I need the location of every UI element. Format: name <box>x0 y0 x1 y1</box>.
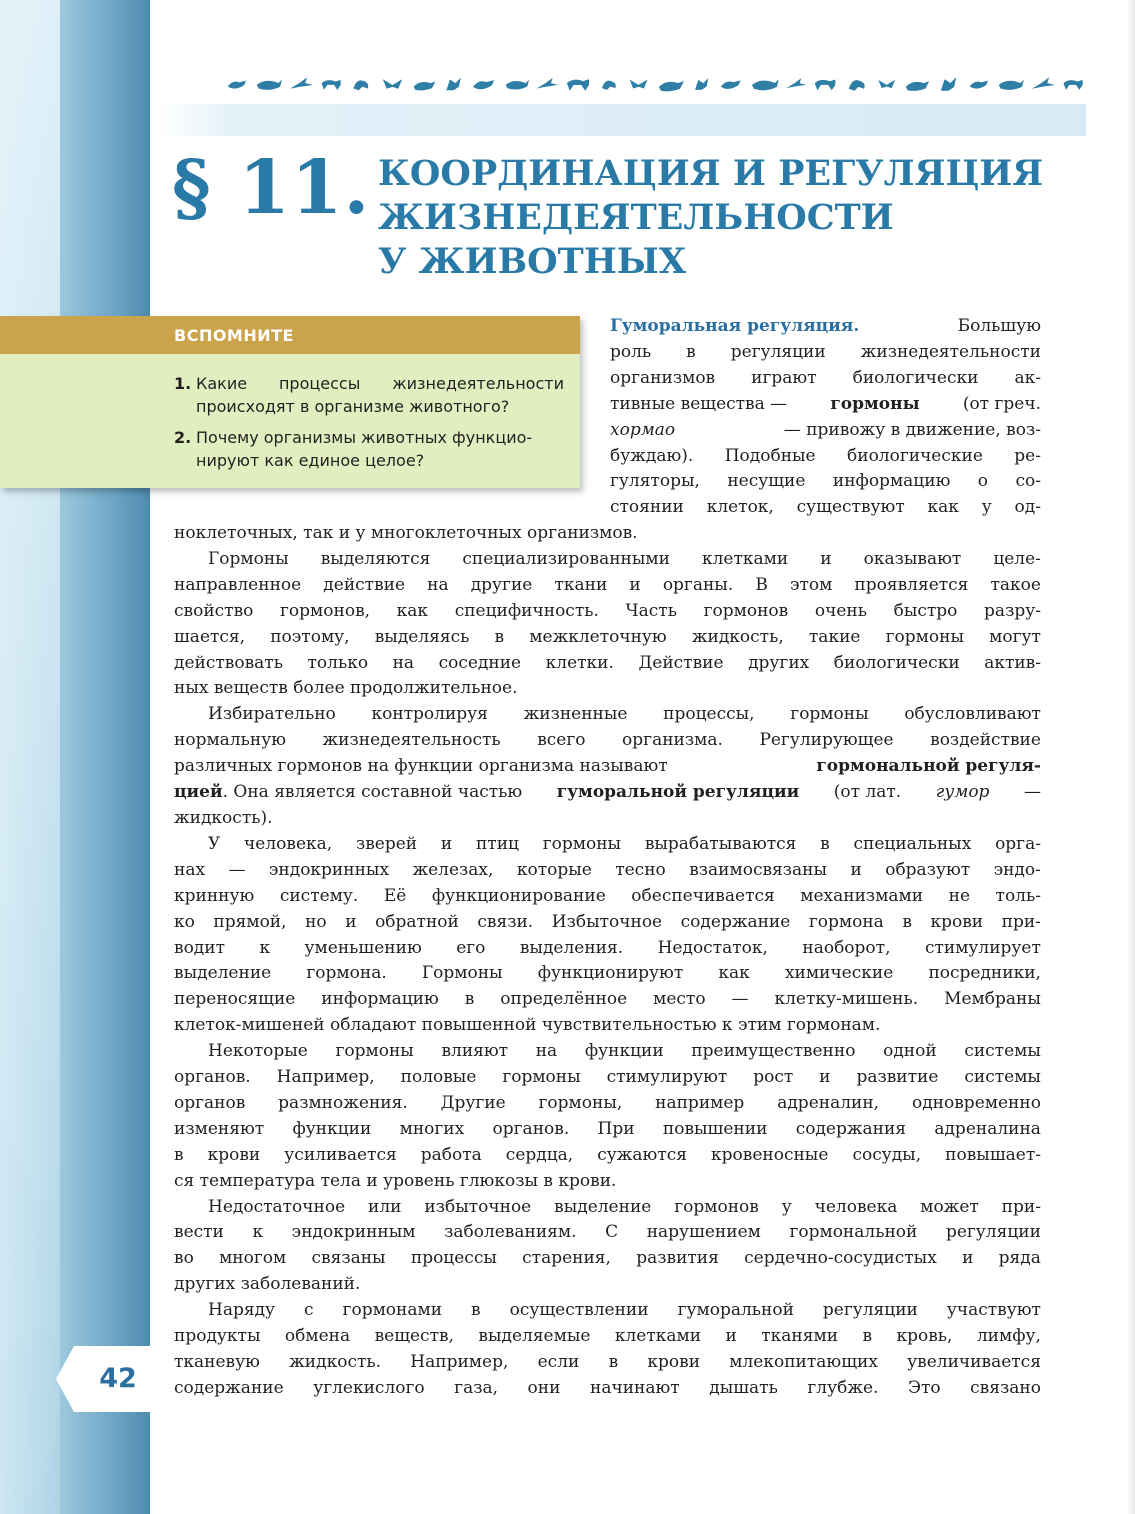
animal-silhouette-icon <box>750 73 779 95</box>
recall-question-line <box>196 372 564 395</box>
side-band-highlight <box>0 0 60 1514</box>
animal-silhouette-icon <box>719 73 746 95</box>
subheading: Гуморальная регуляция. <box>610 316 860 336</box>
text-line: переносящие информацию в определённое место — клетку-мишень. Мембраны <box>174 989 1041 1010</box>
text-fragment: — привожу в движение, воз- <box>783 419 1041 440</box>
section-title-line: ЖИЗНЕДЕЯТЕЛЬНОСТИ <box>378 197 894 238</box>
term-bold: цией <box>174 782 223 803</box>
term-italic: гумор <box>935 782 990 803</box>
text-line: изменяют функции многих органов. При повышении содержания адреналина <box>174 1118 1041 1139</box>
text-line: в крови усиливается работа сердца, сужаются кровеносные сосуды, повышает- <box>174 1144 1041 1165</box>
animal-silhouette-icon <box>812 73 839 95</box>
recall-box <box>0 316 580 488</box>
section-title-line: КООРДИНАЦИЯ И РЕГУЛЯЦИЯ <box>378 153 1044 194</box>
text-line <box>174 754 1041 780</box>
text-line: жидкость). <box>174 807 273 828</box>
term-bold: гормоны <box>830 393 920 414</box>
text-line: роль в регуляции жизнедеятельности <box>610 341 1041 362</box>
text-line: органов. Например, половые гормоны стимулируют рост и развитие системы <box>174 1067 1041 1088</box>
animal-silhouette-icon <box>657 73 686 95</box>
section-number: § 11. <box>172 145 371 231</box>
paragraph <box>174 702 1041 832</box>
recall-word: Какие <box>196 374 248 393</box>
text-line: продукты обмена веществ, выделяемые клетками и тканями в кровь, лимфу, <box>174 1326 1041 1347</box>
text-line: клеток-мишеней обладают повышенной чувствительностью к этим гормонам. <box>174 1015 881 1036</box>
paragraph <box>174 547 1041 702</box>
text-line: нах — эндокринных железах, которые тесно взаимосвязаны и образуют эндо- <box>174 859 1041 880</box>
text-fragment: тивные вещества — <box>610 393 788 414</box>
text-line: Гормоны выделяются специализированными клетками и оказывают целе- <box>208 548 1041 569</box>
text-fragment: Большую <box>957 316 1041 336</box>
text-line: во многом связаны процессы старения, развития сердечно-сосудистых и ряда <box>174 1248 1041 1269</box>
page-edge <box>1127 0 1135 1514</box>
animal-silhouette-icon <box>997 73 1024 95</box>
text-line: ко прямой, но и обратной связи. Избыточное содержание гормона в крови при- <box>174 911 1041 932</box>
text-line: направленное действие на другие ткани и органы. В этом проявляется такое <box>174 574 1041 595</box>
text-line: Наряду с гормонами в осуществлении гуморальной регуляции участвуют <box>208 1300 1041 1321</box>
recall-question-number: 1. <box>174 374 192 393</box>
animal-silhouette-icon <box>226 73 251 95</box>
animal-silhouette-strip <box>226 70 1086 98</box>
text-line <box>174 780 1041 806</box>
animal-silhouette-icon <box>255 73 282 95</box>
animal-silhouette-icon <box>319 73 344 95</box>
animal-silhouette-icon <box>783 73 808 95</box>
recall-question <box>0 426 580 472</box>
text-line: водит к уменьшению его выделения. Недостаток, наоборот, стимулирует <box>174 937 1041 958</box>
recall-question-line: нируют как единое целое? <box>196 451 425 470</box>
recall-question-line: происходят в организме животного? <box>196 397 510 416</box>
recall-question-line: Почему организмы животных функцио- <box>196 428 533 447</box>
text-line: кринную систему. Её функционирование обеспечивается механизмами не толь- <box>174 885 1041 906</box>
term-bold: гормональной регуля- <box>816 756 1041 777</box>
text-line: органов размножения. Другие гормоны, например адреналин, одновременно <box>174 1092 1041 1113</box>
text-line: ся температура тела и уровень глюкозы в крови. <box>174 1170 617 1191</box>
recall-question-number: 2. <box>174 428 192 447</box>
text-line: ноклеточных, так и у многоклеточных организмов. <box>174 523 638 543</box>
text-line: буждаю). Подобные биологические ре- <box>610 445 1041 466</box>
animal-silhouette-icon <box>504 73 529 95</box>
section-title-line: У ЖИВОТНЫХ <box>378 241 686 282</box>
text-line: других заболеваний. <box>174 1274 361 1295</box>
animal-silhouette-icon <box>1028 73 1057 95</box>
text-line: действовать только на соседние клетки. Действие других биологически актив- <box>174 652 1041 673</box>
animal-silhouette-icon <box>441 73 468 95</box>
animal-silhouette-icon <box>935 73 964 95</box>
paragraph <box>174 1195 1041 1299</box>
text-line <box>610 418 1041 444</box>
text-line: свойство гормонов, как специфичность. Часть гормонов очень быстро разру- <box>174 600 1041 621</box>
paragraph <box>174 832 1041 1039</box>
animal-silhouette-icon <box>904 73 931 95</box>
animal-silhouette-icon <box>348 73 375 95</box>
text-line: организмов играют биологически ак- <box>610 367 1041 388</box>
text-fragment: — <box>1024 782 1041 803</box>
animal-silhouette-icon <box>597 73 622 95</box>
text-line: выделение гормона. Гормоны функционируют как химические посредники, <box>174 963 1041 984</box>
animal-silhouette-icon <box>843 73 872 95</box>
text-line: шается, поэтому, выделяясь в межклеточную жидкость, такие гормоны могут <box>174 626 1041 647</box>
text-fragment: (от лат. <box>833 782 902 803</box>
animal-silhouette-icon <box>875 73 900 95</box>
text-line: Недостаточное или избыточное выделение гормонов у человека может при- <box>208 1196 1041 1217</box>
text-line <box>610 314 1041 340</box>
animal-silhouette-icon <box>412 73 437 95</box>
animal-silhouette-icon <box>626 73 653 95</box>
recall-word: жизнедеятельности <box>392 374 564 393</box>
animal-silhouette-icon <box>1061 73 1086 95</box>
text-line: гуляторы, несущие информацию о со- <box>610 471 1041 492</box>
text-line: Некоторые гормоны влияют на функции преимущественно одной системы <box>208 1041 1041 1062</box>
animal-silhouette-icon <box>471 73 500 95</box>
animal-silhouette-icon <box>379 73 408 95</box>
term-italic: хормао <box>610 419 676 440</box>
text-line <box>610 392 1041 418</box>
recall-body <box>0 354 580 488</box>
title-bar <box>160 104 1086 136</box>
text-line: тканевую жидкость. Например, если в крови млекопитающих увеличивается <box>174 1352 1041 1372</box>
animal-silhouette-icon <box>968 73 993 95</box>
paragraph <box>174 1039 1041 1194</box>
text-fragment: различных гормонов на функции организма называют <box>174 756 668 777</box>
intro-column <box>610 314 1041 521</box>
recall-heading: ВСПОМНИТЕ <box>0 316 580 354</box>
text-line: стоянии клеток, существуют как у од- <box>610 497 1041 518</box>
page-number: 42 <box>99 1363 137 1394</box>
recall-question <box>0 372 580 418</box>
text-line: У человека, зверей и птиц гормоны вырабатываются в специальных орга- <box>208 833 1041 854</box>
animal-silhouette-icon <box>690 73 715 95</box>
text-line: ных веществ более продолжительное. <box>174 678 518 699</box>
term-bold: гуморальной регуляции <box>556 782 800 803</box>
animal-silhouette-icon <box>564 73 593 95</box>
text-line: нормальную жизнедеятельность всего организма. Регулирующее воздействие <box>174 730 1041 751</box>
animal-silhouette-icon <box>286 73 315 95</box>
text-fragment: . Она является составной частью <box>222 782 523 803</box>
paragraph <box>174 1298 1041 1402</box>
section-title <box>378 152 1078 284</box>
text-line: вести к эндокринным заболеваниям. С нарушением гормональной регуляции <box>174 1222 1041 1243</box>
text-line: Избирательно контролируя жизненные процессы, гормоны обусловливают <box>208 704 1041 725</box>
main-text <box>174 521 1041 1402</box>
recall-word: процессы <box>278 374 361 393</box>
text-fragment: (от греч. <box>962 393 1041 414</box>
text-line: содержание углекислого газа, они начинают дышать глубже. Это связано <box>174 1377 1041 1398</box>
animal-silhouette-icon <box>533 73 560 95</box>
